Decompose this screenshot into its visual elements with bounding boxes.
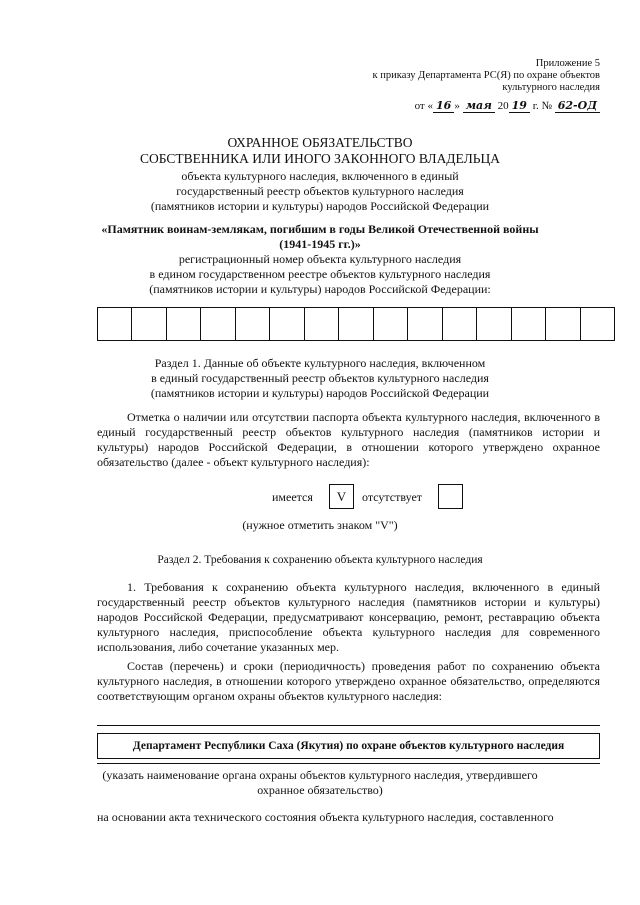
- object-name-line: (1941-1945 гг.)»: [279, 237, 361, 251]
- absent-checkbox[interactable]: [438, 484, 463, 509]
- registration-digit-cell[interactable]: [200, 308, 234, 340]
- authority-note-line: охранное обязательство): [257, 783, 383, 797]
- date-year: 19: [509, 99, 530, 113]
- present-label: имеется: [272, 490, 313, 504]
- registration-digit-cell[interactable]: [235, 308, 269, 340]
- section-1-line: Раздел 1. Данные об объекте культурного наследия, включенном: [154, 356, 486, 370]
- registration-line: (памятников истории и культуры) народов Российской Федерации:: [149, 282, 491, 296]
- title-line: СОБСТВЕННИКА ИЛИ ИНОГО ЗАКОННОГО ВЛАДЕЛЬЦА: [139, 151, 500, 166]
- document-subtitle: [40, 169, 600, 214]
- title-line: ОХРАННОЕ ОБЯЗАТЕЛЬСТВО: [227, 135, 413, 150]
- section-1-heading: [40, 356, 600, 401]
- date-day: 16: [433, 99, 454, 113]
- object-name: [40, 222, 600, 252]
- registration-digit-cell[interactable]: [98, 308, 131, 340]
- mark-note: (нужное отметить знаком "V"): [242, 518, 398, 532]
- registration-digit-cell[interactable]: [304, 308, 338, 340]
- date-month: мая: [463, 99, 495, 113]
- date-prefix: от «: [414, 100, 433, 112]
- subtitle-line: государственный реестр объектов культурного наследия: [176, 184, 464, 198]
- registration-digit-cell[interactable]: [131, 308, 165, 340]
- registration-digit-cell[interactable]: [476, 308, 510, 340]
- authority-note-line: (указать наименование органа охраны объектов культурного наследия, утвердившего: [102, 768, 538, 782]
- authority-name[interactable]: Департамент Республики Саха (Якутия) по охране объектов культурного наследия: [97, 733, 600, 759]
- registration-digit-cell[interactable]: [407, 308, 441, 340]
- registration-line: регистрационный номер объекта культурного наследия: [178, 252, 462, 266]
- registration-number-grid[interactable]: [97, 307, 615, 341]
- present-checkbox[interactable]: V: [329, 484, 354, 509]
- subtitle-line: объекта культурного наследия, включенного в единый: [181, 169, 459, 183]
- appendix-line: к приказу Департамента РС(Я) по охране объектов: [372, 70, 600, 81]
- section-2-heading: Раздел 2. Требования к сохранению объекта культурного наследия: [157, 554, 483, 566]
- document-title: [40, 135, 600, 167]
- passport-mark-row: [0, 484, 640, 510]
- section-1-line: (памятников истории и культуры) народов Российской Федерации: [150, 386, 490, 400]
- passport-paragraph: Отметка о наличии или отсутствии паспорта объекта культурного наследия, включенного в единый государственный реестр объектов культурного наследия (памятников истории и культуры) народов Российской Федерации, в отношении которого утверждено охранное обязательство (далее - объект культурного наследия):: [97, 410, 600, 469]
- registration-number-caption: [40, 252, 600, 297]
- order-number: 62-ОД: [555, 99, 600, 113]
- appendix-header: [340, 58, 600, 112]
- date-sep: »: [454, 100, 460, 112]
- date-year-prefix: 20: [497, 100, 509, 112]
- registration-digit-cell[interactable]: [166, 308, 200, 340]
- authority-field: [97, 725, 600, 766]
- requirements-paragraph: 1. Требования к сохранению объекта культурного наследия, включенного в единый государственный реестр объектов культурного наследия (памятников истории и культуры) народов Российской Федерации, предусматривают консервацию, ремонт, реставрацию объекта культурного наследия, приспособление объекта культурного наследия для современного использования, либо сочетание указанных мер.: [97, 580, 600, 654]
- authority-note: [40, 768, 600, 798]
- date-year-suffix: г. №: [532, 100, 552, 112]
- subtitle-line: (памятников истории и культуры) народов Российской Федерации: [150, 199, 490, 213]
- registration-digit-cell[interactable]: [373, 308, 407, 340]
- registration-digit-cell[interactable]: [442, 308, 476, 340]
- order-date-line: [340, 100, 600, 112]
- object-name-line: «Памятник воинам-землякам, погибшим в годы Великой Отечественной войны: [101, 222, 539, 236]
- registration-digit-cell[interactable]: [269, 308, 303, 340]
- authority-underline: [97, 763, 600, 764]
- appendix-line: культурного наследия: [502, 82, 600, 93]
- works-paragraph: Состав (перечень) и сроки (периодичность) проведения работ по сохранению объекта культурного наследия, в отношении которого утверждено охранное обязательство, определяются соответствующим органом охраны объектов культурного наследия:: [97, 659, 600, 703]
- registration-digit-cell[interactable]: [338, 308, 372, 340]
- technical-act-paragraph: на основании акта технического состояния объекта культурного наследия, составленного: [97, 810, 554, 824]
- absent-label: отсутствует: [362, 490, 423, 504]
- appendix-line: Приложение 5: [535, 58, 600, 69]
- section-1-line: в единый государственный реестр объектов культурного наследия: [151, 371, 489, 385]
- registration-line: в едином государственном реестре объектов культурного наследия: [149, 267, 491, 281]
- registration-digit-cell[interactable]: [580, 308, 614, 340]
- registration-digit-cell[interactable]: [511, 308, 545, 340]
- registration-digit-cell[interactable]: [545, 308, 579, 340]
